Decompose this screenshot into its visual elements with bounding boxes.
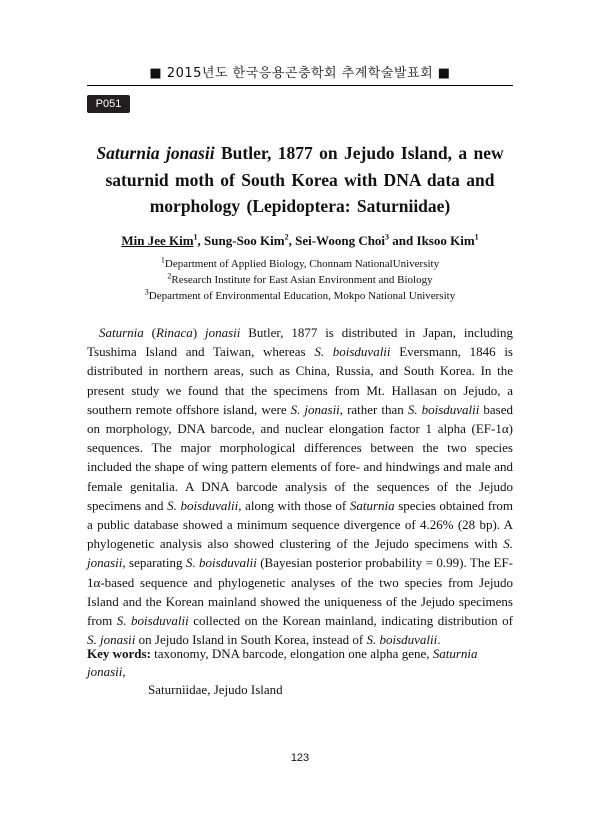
affiliation-line [87, 272, 513, 288]
author-separator: , [197, 233, 205, 248]
abstract-text: , rather than [339, 401, 408, 417]
abstract-italic: S. boisduvalii [314, 344, 391, 360]
abstract-italic: S. boisduvalii [366, 632, 438, 648]
author-affil-mark: 2 [284, 232, 289, 242]
affiliation-mark: 1 [160, 255, 165, 265]
author-name: Min Jee Kim [121, 233, 194, 248]
keywords-line2: Saturniidae, Jejudo Island [148, 682, 283, 697]
title-line3: morphology (Lepidoptera: Saturniidae) [149, 196, 451, 216]
abstract-text: Eversmann, 1846 is distributed in northern areas, such as China, Russia, and South Korea. In the present study we found that the specimens from Mt. Hallasan on Jejudo, a southern remote offshore island, were [87, 344, 513, 417]
header-rule [87, 85, 513, 86]
author-list [87, 232, 513, 250]
author-name: Iksoo Kim [416, 233, 475, 248]
abstract-text: collected on the Korean mainland, indicating distribution of [188, 613, 513, 629]
author-name: Sung-Soo Kim [204, 233, 285, 248]
poster-code-badge: P051 [87, 95, 130, 113]
abstract-italic: S. jonasii [87, 536, 513, 571]
abstract-text: on Jejudo Island in South Korea, instead of [135, 632, 367, 648]
affiliation-text: Research Institute for East Asian Environment and Biology [171, 274, 433, 286]
abstract-text: , along with those of [238, 497, 350, 513]
page-number: 123 [290, 752, 310, 764]
abstract-italic: S. jonasii [290, 401, 340, 417]
abstract-italic: Saturnia [349, 497, 395, 513]
author-affil-mark: 3 [385, 232, 390, 242]
keywords [87, 645, 513, 699]
abstract-italic: S. jonasii [87, 632, 136, 648]
author-separator: and [389, 233, 417, 248]
title-line2: saturnid moth of South Korea with DNA data and [105, 169, 495, 190]
abstract-text: , separating [122, 555, 186, 571]
author-affil-mark: 1 [474, 232, 479, 242]
abstract-text: based on morphology, DNA barcode, and nuclear elongation factor 1 alpha (EF-1α) sequences. The major morphological differences between the two species included the shape of wing pattern elements of fore- and hindwings and male and female genitalia. A DNA barcode analysis of the sequences of the Jejudo specimens and [87, 401, 513, 513]
affiliation-mark: 3 [144, 287, 149, 297]
abstract-italic: S. boisduvalii [407, 401, 480, 417]
author-affil-mark: 1 [193, 232, 198, 242]
abstract-paragraph [87, 323, 513, 649]
keywords-text: , [122, 664, 126, 679]
paper-title [87, 140, 513, 220]
affiliation-text: Department of Applied Biology, Chonnam NationalUniversity [164, 258, 440, 270]
keywords-italic: Saturnia jonasii [87, 646, 478, 679]
keywords-text: taxonomy, DNA barcode, elongation one alpha gene, [150, 646, 433, 661]
abstract-italic: S. boisduvalii [116, 613, 189, 629]
abstract-italic: S. boisduvalii [185, 555, 257, 571]
keywords-label: Key words: [87, 646, 151, 661]
author-name: Sei-Woong Choi [295, 233, 386, 248]
abstract-text: ( [143, 325, 156, 340]
conference-header: ■ 2015년도 한국응용곤충학회 추계학술발표회 ■ [149, 66, 451, 81]
abstract [87, 323, 513, 649]
affiliation-line [87, 288, 513, 304]
author-separator: , [288, 233, 296, 248]
affiliation-text: Department of Environmental Education, Mokpo National University [148, 290, 456, 302]
affiliation-line [87, 256, 513, 272]
abstract-text: . [437, 632, 441, 648]
abstract-text: (Bayesian posterior probability = 0.99). The EF-1α-based sequence and phylogenetic analyses of the two species from Jejudo Island and the Korean mainland showed the uniqueness of the Jejudo specimens from [87, 555, 514, 629]
affiliation-mark: 2 [167, 271, 172, 281]
abstract-italic: Saturnia [99, 325, 144, 340]
abstract-italic: jonasii [205, 325, 241, 340]
abstract-text: species obtained from a public database showed a minimum sequence divergence of 4.26% (28 bp). A phylogenetic analysis also showed clustering of the Jejudo specimens with [87, 497, 514, 552]
title-line1-rest: Butler, 1877 on Jejudo Island, a new [214, 143, 504, 163]
abstract-italic: S. boisduvalii [167, 497, 239, 513]
abstract-italic: Rinaca [155, 325, 193, 340]
abstract-text: ) [192, 325, 205, 340]
affiliations [87, 256, 513, 304]
title-species: Saturnia jonasii [96, 143, 215, 163]
abstract-text: Butler, 1877 is distributed in Japan, including Tsushima Island and Taiwan, whereas [87, 325, 513, 360]
